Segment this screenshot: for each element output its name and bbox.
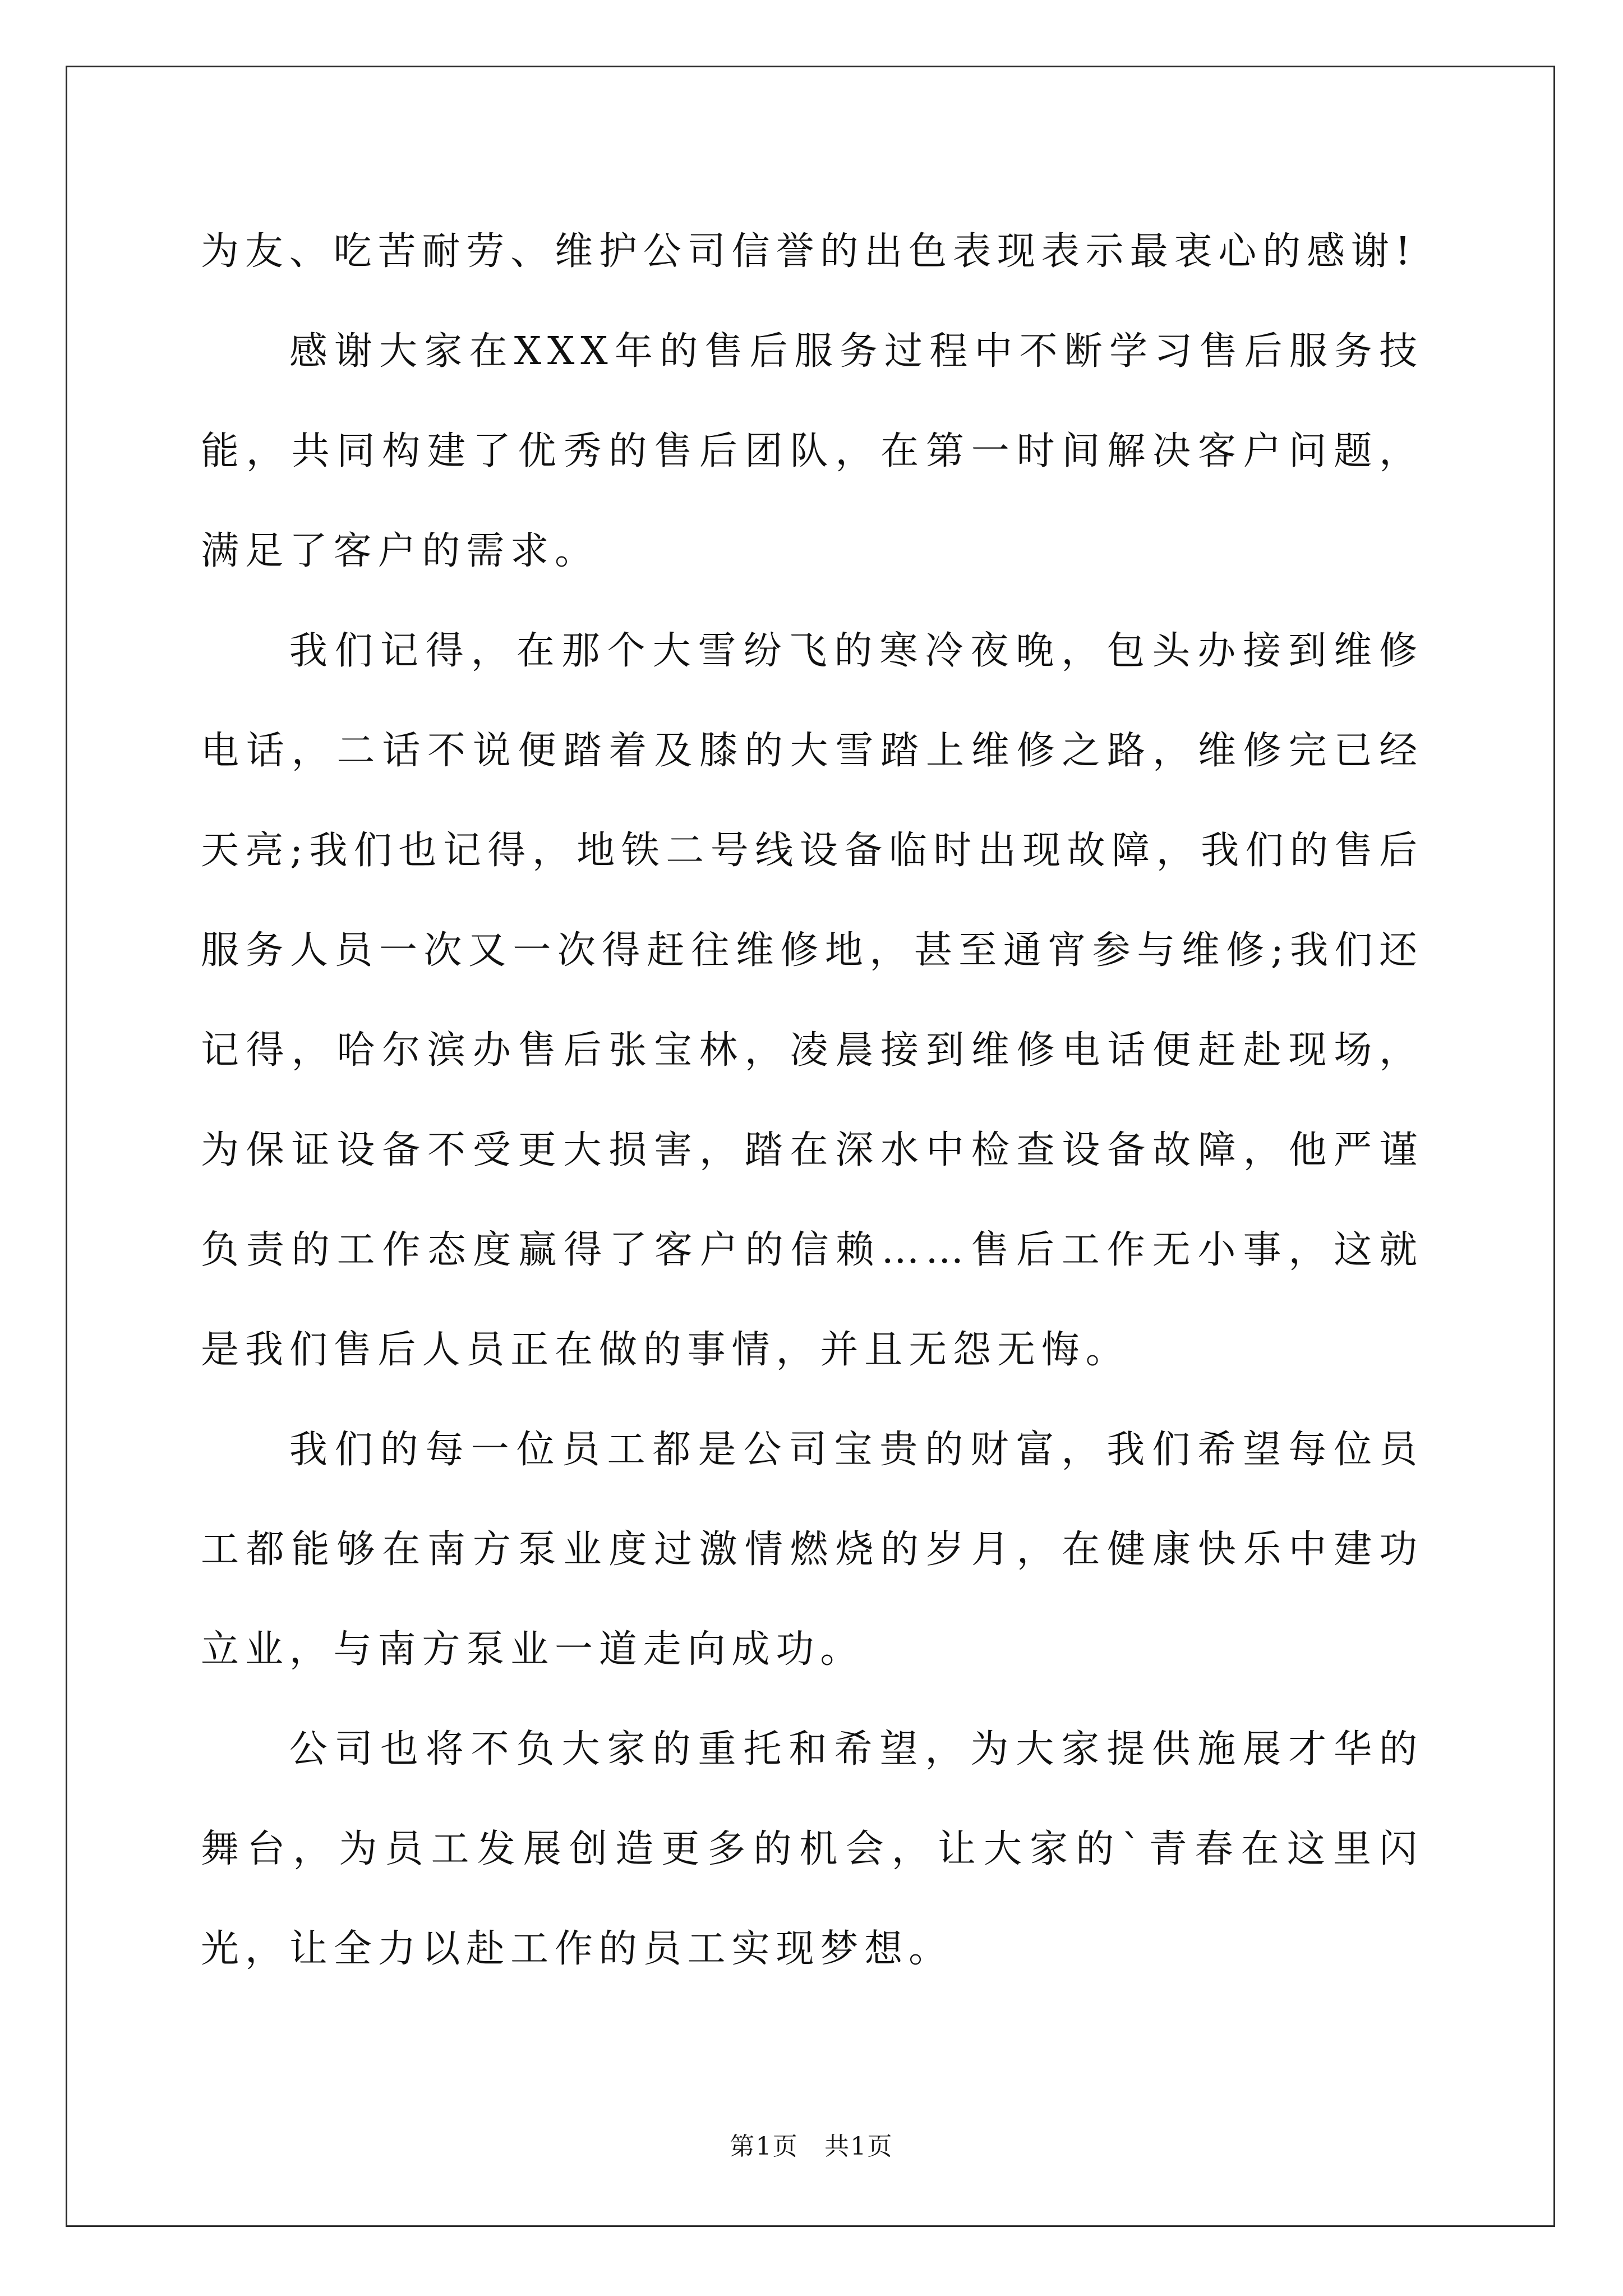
paragraph-3: 我们记得，在那个大雪纷飞的寒冷夜晚，包头办接到维修电话，二话不说便踏着及膝的大雪踏上维修之路，维修完已经天亮;我们也记得，地铁二号线设备临时出现故障，我们的售后服务人员一次又一次得赶往维修地，甚至通宵参与维修;我们还记得，哈尔滨办售后张宝林，凌晨接到维修电话便赶赴现场，为保证设备不受更大损害，踏在深水中检查设备故障，他严谨负责的工作态度赢得了客户的信赖……售后工作无小事，这就是我们售后人员正在做的事情，并且无怨无悔。 <box>201 629 1423 1372</box>
page-number-label: 第1页 共1页 <box>730 2132 893 2161</box>
document-body <box>201 202 1423 1999</box>
paragraph-2: 感谢大家在XXX年的售后服务过程中不断学习售后服务技能，共同构建了优秀的售后团队，在第一时间解决客户问题，满足了客户的需求。 <box>201 329 1423 573</box>
paragraph-4: 我们的每一位员工都是公司宝贵的财富，我们希望每位员工都能够在南方泵业度过激情燃烧的岁月，在健康快乐中建功立业，与南方泵业一道走向成功。 <box>201 1428 1423 1672</box>
page-footer <box>0 2126 1623 2162</box>
paragraph-1: 为友、吃苦耐劳、维护公司信誉的出色表现表示最衷心的感谢! <box>201 229 1417 274</box>
paragraph-5: 公司也将不负大家的重托和希望，为大家提供施展才华的舞台，为员工发展创造更多的机会，让大家的`青春在这里闪光，让全力以赴工作的员工实现梦想。 <box>201 1727 1423 1971</box>
